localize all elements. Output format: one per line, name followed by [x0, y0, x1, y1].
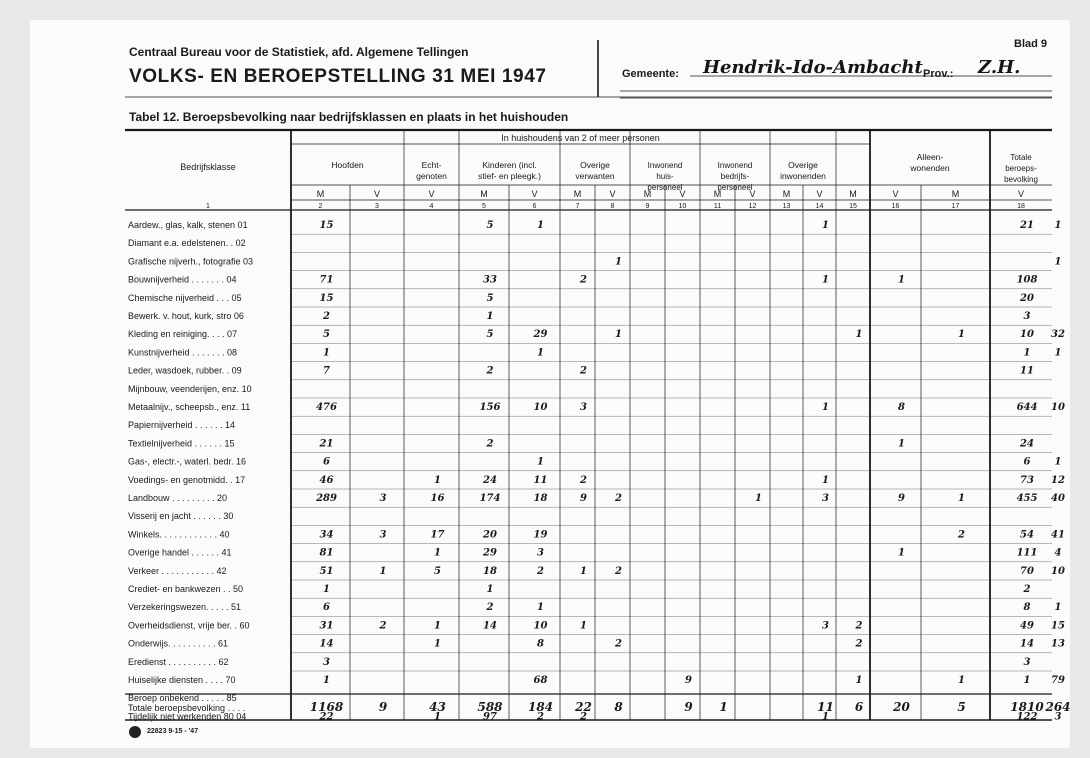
row-label: Overige handel . . . . . . 41 [128, 547, 232, 558]
column-number: 8 [610, 203, 615, 210]
column-header: Inwonend [717, 161, 753, 170]
cell-value: 18 [533, 493, 548, 504]
cell-value: 1 [537, 220, 544, 231]
cell-value: 2 [486, 602, 494, 614]
row-label: Eredienst . . . . . . . . . . 62 [128, 656, 229, 667]
sex-label: M [643, 189, 652, 199]
cell-value: 70 [1020, 565, 1034, 577]
cell-value: 10 [1051, 565, 1065, 577]
cell-value: 1 [1023, 675, 1031, 686]
cell-value: 1 [537, 602, 544, 614]
cell-value: 1 [822, 220, 829, 231]
cell-value: 15 [1051, 620, 1065, 632]
row-label: Mijnbouw, veenderijen, enz. 10 [128, 383, 252, 394]
cell-value: 122 [1016, 711, 1038, 723]
cell-value: 1 [898, 438, 905, 450]
totals-label: Totale beroepsbevolking . . . . [128, 703, 246, 713]
cell-value: 111 [1016, 547, 1038, 559]
column-header: beroeps- [1005, 164, 1037, 173]
cell-value: 17 [430, 529, 445, 541]
cell-value: 1 [434, 620, 441, 632]
cell-value: 1 [434, 474, 441, 486]
cell-value: 15 [319, 292, 334, 304]
cell-value: 21 [319, 438, 334, 450]
column-header: Alleen- [916, 152, 944, 162]
column-number: 4 [429, 203, 434, 210]
cell-value: 3 [822, 493, 829, 504]
cell-value: 68 [533, 675, 548, 686]
cell-value: 2 [537, 711, 544, 723]
column-number: 5 [482, 203, 486, 210]
cell-value: 1 [855, 329, 863, 341]
cell-value: 5 [486, 220, 494, 231]
cell-value: 1 [486, 584, 494, 595]
cell-value: 5 [486, 329, 494, 341]
cell-value: 29 [483, 547, 497, 559]
cell-value: 6 [323, 602, 330, 614]
cell-value: 71 [319, 274, 334, 286]
bureau-line: Centraal Bureau voor de Statistiek, afd. Algemene Tellingen [129, 45, 469, 59]
cell-value: 1 [1054, 256, 1062, 268]
row-label: Huiselijke diensten . . . . 70 [128, 675, 236, 685]
sheet-number: Blad 9 [1014, 38, 1048, 50]
cell-value: 1 [434, 638, 441, 650]
cell-value: 18 [483, 565, 497, 577]
column-header: huis- [656, 172, 674, 181]
cell-value: 1 [379, 565, 387, 577]
column-number: 16 [891, 203, 900, 210]
cell-value: 1 [822, 274, 829, 286]
total-value: 588 [477, 700, 503, 714]
cell-value: 4 [1054, 547, 1062, 559]
cell-value: 3 [323, 656, 330, 668]
cell-value: 6 [1023, 456, 1031, 468]
province-label: Prov.: [923, 68, 954, 80]
gemeente-value: Hendrik-Ido-Ambacht [703, 57, 923, 78]
sex-label: V [1017, 189, 1025, 199]
column-header: personeel [647, 183, 683, 192]
cell-value: 46 [319, 474, 334, 486]
cell-value: 2 [323, 311, 330, 322]
total-value: 11 [817, 700, 834, 714]
cell-value: 34 [319, 529, 334, 541]
sex-label: V [373, 189, 381, 199]
total-value: 22 [575, 700, 592, 714]
row-label: Voedings- en genotmidd. . 17 [128, 474, 246, 485]
column-header: bedrijfs- [720, 172, 750, 181]
cell-value: 2 [486, 438, 494, 450]
row-label: Onderwijs. . . . . . . . . . 61 [128, 638, 229, 649]
cell-value: 1 [898, 274, 905, 286]
column-number: 17 [951, 203, 960, 210]
column-header: personeel [717, 183, 753, 192]
cell-value: 20 [483, 529, 497, 541]
cell-value: 51 [319, 565, 334, 577]
row-label: Gas-, electr.-, waterl. bedr. 16 [128, 456, 247, 467]
cell-value: 1 [898, 547, 905, 559]
cell-value: 2 [486, 365, 494, 377]
cell-value: 3 [1023, 656, 1031, 668]
cell-value: 10 [1051, 402, 1065, 413]
cell-value: 73 [1020, 474, 1034, 486]
cell-value: 1 [958, 329, 965, 341]
sex-label: M [951, 189, 960, 199]
row-label: Grafische nijverh., fotografie 03 [128, 256, 254, 267]
cell-value: 1 [323, 675, 330, 686]
cell-value: 31 [319, 620, 334, 632]
column-number: 10 [678, 203, 687, 210]
cell-value: 54 [1020, 529, 1034, 541]
cell-value: 19 [533, 529, 548, 541]
sex-label: V [609, 189, 616, 199]
cell-value: 3 [822, 620, 829, 632]
row-label: Bewerk. v. hout, kurk, stro 06 [128, 311, 244, 321]
cell-value: 97 [483, 711, 497, 723]
row-label: Tijdelijk niet werkenden 80 04 [128, 711, 247, 722]
sex-label: M [849, 189, 857, 199]
cell-value: 7 [323, 365, 330, 377]
sex-label: M [782, 189, 791, 199]
cell-value: 14 [1020, 638, 1034, 650]
cell-value: 2 [580, 274, 587, 286]
column-number: 13 [782, 203, 791, 210]
column-number: 14 [815, 203, 824, 210]
column-number: 2 [318, 203, 323, 210]
total-value: 1168 [309, 700, 344, 714]
cell-value: 2 [958, 529, 965, 541]
cell-value: 9 [685, 675, 692, 686]
row-label: Landbouw . . . . . . . . . 20 [128, 493, 228, 503]
cell-value: 2 [537, 565, 544, 577]
cell-value: 1 [434, 711, 441, 723]
cell-value: 8 [1023, 602, 1031, 614]
total-value: 9 [378, 700, 388, 714]
cell-value: 10 [533, 402, 548, 413]
cell-value: 9 [898, 493, 905, 504]
cell-value: 644 [1016, 402, 1038, 413]
row-label: Verzekeringswezen. . . . . 51 [128, 602, 242, 613]
cell-value: 1 [580, 620, 587, 632]
province-value: Z.H. [978, 57, 1021, 78]
cell-value: 33 [483, 274, 497, 286]
cell-value: 5 [323, 329, 330, 341]
cell-value: 14 [483, 620, 497, 632]
cell-value: 3 [580, 402, 587, 413]
cell-value: 1 [1023, 347, 1031, 359]
cell-value: 1 [1054, 347, 1062, 359]
row-label: Leder, wasdoek, rubber. . 09 [128, 365, 242, 376]
row-label: Papiernijverheid . . . . . . 14 [128, 420, 236, 431]
cell-value: 476 [316, 402, 337, 413]
cell-value: 174 [479, 493, 501, 504]
cell-value: 1 [855, 675, 863, 686]
cell-value: 2 [855, 638, 863, 650]
row-label: Bouwnijverheid . . . . . . . 04 [128, 274, 237, 285]
cell-value: 2 [1023, 584, 1031, 595]
cell-value: 2 [615, 565, 622, 577]
cell-value: 22 [319, 711, 334, 723]
cell-value: 1 [323, 347, 330, 359]
cell-value: 2 [580, 711, 587, 723]
row-label: Aardew., glas, kalk, stenen 01 [128, 220, 248, 230]
total-value: 6 [854, 700, 864, 714]
column-header: inwonenden [780, 171, 826, 181]
form-title: VOLKS- EN BEROEPSTELLING 31 MEI 1947 [129, 66, 547, 87]
total-value: 1 [719, 700, 728, 714]
cell-value: 289 [316, 493, 337, 504]
cell-value: 11 [533, 474, 548, 486]
cell-value: 2 [580, 474, 587, 486]
cell-value: 12 [1051, 474, 1065, 486]
cell-value: 32 [1051, 329, 1065, 341]
column-header: Hoofden [331, 160, 364, 170]
column-number: 15 [849, 203, 857, 210]
column-number: 11 [713, 203, 722, 210]
cell-value: 29 [533, 329, 548, 341]
cell-value: 1 [615, 329, 622, 341]
sex-label: M [480, 189, 488, 199]
column-header: Totale [1010, 153, 1032, 162]
sex-label: V [531, 189, 538, 199]
gemeente-label: Gemeente: [622, 68, 679, 80]
cell-value: 49 [1020, 620, 1034, 632]
row-label: Textielnijverheid . . . . . . 15 [128, 438, 235, 449]
cell-value: 1 [1054, 602, 1062, 614]
cell-value: 24 [483, 474, 497, 486]
row-label: Overheidsdienst, vrije ber. . 60 [128, 620, 250, 631]
cell-value: 15 [319, 220, 334, 231]
cell-value: 1 [755, 493, 762, 504]
column-header: Inwonend [647, 161, 683, 170]
total-value: 1810 [1010, 700, 1044, 714]
cell-value: 21 [1020, 220, 1034, 231]
cell-value: 3 [537, 547, 544, 559]
row-label: Crediet- en bankwezen . . 50 [128, 584, 244, 594]
sex-label: V [428, 189, 435, 199]
cell-value: 2 [379, 620, 387, 632]
cell-value: 1 [958, 493, 965, 504]
cell-value: 3 [379, 493, 387, 504]
sex-label: V [679, 189, 686, 199]
cell-value: 8 [537, 638, 544, 650]
column-header: bevolking [1004, 175, 1038, 184]
cell-value: 1 [615, 256, 622, 268]
cell-value: 81 [319, 547, 334, 559]
column-number: 18 [1017, 203, 1025, 210]
column-number: 1 [206, 203, 210, 210]
cell-value: 1 [323, 584, 330, 595]
row-label: Metaalnijv., scheepsb., enz. 11 [128, 402, 251, 412]
column-number: 3 [375, 203, 379, 210]
row-label: Beroep onbekend . . . . . 85 [128, 693, 237, 704]
sex-label: V [749, 189, 756, 199]
cell-value: 41 [1051, 529, 1065, 541]
cell-value: 14 [319, 638, 334, 650]
total-value: 5 [957, 700, 966, 714]
cell-value: 11 [1020, 365, 1034, 377]
cell-value: 20 [1020, 292, 1034, 304]
cell-value: 2 [615, 638, 622, 650]
cell-value: 13 [1051, 638, 1065, 650]
column-number: 6 [532, 203, 537, 210]
cell-value: 3 [379, 529, 387, 541]
cell-value: 2 [855, 620, 863, 632]
total-value: 20 [893, 700, 910, 714]
column-number: 7 [575, 203, 580, 210]
row-header: Bedrijfsklasse [180, 162, 236, 172]
cell-value: 1 [1054, 220, 1062, 231]
total-value: 43 [429, 700, 446, 714]
cell-value: 3 [1054, 711, 1062, 723]
cell-value: 1 [822, 402, 829, 413]
sex-label: M [713, 189, 722, 199]
cell-value: 2 [580, 365, 587, 377]
cell-value: 5 [486, 292, 494, 304]
cell-value: 6 [323, 456, 330, 468]
footer-code: 22823 9-15 - '47 [147, 728, 199, 735]
cell-value: 1 [580, 565, 587, 577]
column-header: Overige [788, 160, 818, 170]
column-header: wonenden [910, 163, 950, 173]
sex-label: M [316, 189, 325, 199]
column-header: genoten [416, 171, 447, 181]
cell-value: 108 [1016, 274, 1038, 286]
column-header: Overige [580, 160, 610, 170]
total-value: 264 [1045, 700, 1071, 714]
cell-value: 1 [537, 347, 544, 359]
cell-value: 1 [822, 474, 829, 486]
row-label: Verkeer . . . . . . . . . . . 42 [128, 565, 227, 576]
column-number: 9 [645, 203, 650, 210]
cell-value: 24 [1020, 438, 1034, 450]
cell-value: 8 [898, 402, 905, 413]
cell-value: 40 [1051, 493, 1065, 504]
row-label: Diamant e.a. edelstenen. . 02 [128, 238, 246, 249]
column-header: Echt- [421, 160, 442, 170]
column-number: 12 [748, 203, 757, 210]
total-value: 9 [684, 700, 693, 714]
row-label: Visserij en jacht . . . . . . 30 [128, 511, 234, 522]
column-header: stief- en pleegk.) [478, 171, 541, 181]
cell-value: 2 [615, 493, 622, 504]
cell-value: 1 [486, 311, 494, 322]
cell-value: 9 [580, 493, 587, 504]
cell-value: 5 [434, 565, 441, 577]
row-label: Kleding en reiniging. . . . 07 [128, 329, 238, 340]
cell-value: 79 [1051, 675, 1065, 686]
total-value: 8 [614, 700, 623, 714]
cell-value: 1 [434, 547, 441, 559]
sex-label: M [573, 189, 582, 199]
column-header: verwanten [575, 171, 615, 181]
cell-value: 455 [1016, 493, 1038, 504]
sex-label: V [816, 189, 823, 199]
row-label: Winkels. . . . . . . . . . . . 40 [128, 529, 230, 540]
cell-value: 1 [1054, 456, 1062, 468]
cell-value: 10 [533, 620, 548, 632]
row-label: Kunstnijverheid . . . . . . . 08 [128, 347, 238, 358]
cell-value: 156 [479, 402, 501, 413]
table-title: Tabel 12. Beroepsbevolking naar bedrijfsklassen en plaats in het huishouden [129, 110, 569, 124]
row-label: Chemische nijverheid . . . 05 [128, 292, 242, 303]
cell-value: 10 [1020, 329, 1034, 341]
cell-value: 1 [822, 711, 829, 723]
total-value: 184 [527, 700, 554, 714]
column-header: Kinderen (incl. [482, 160, 537, 170]
cell-value: 16 [430, 493, 445, 504]
cell-value: 1 [958, 675, 965, 686]
sex-label: V [892, 189, 899, 199]
group-header: In huishoudens van 2 of meer personen [501, 133, 660, 143]
cell-value: 1 [537, 456, 544, 468]
cell-value: 3 [1023, 311, 1031, 322]
